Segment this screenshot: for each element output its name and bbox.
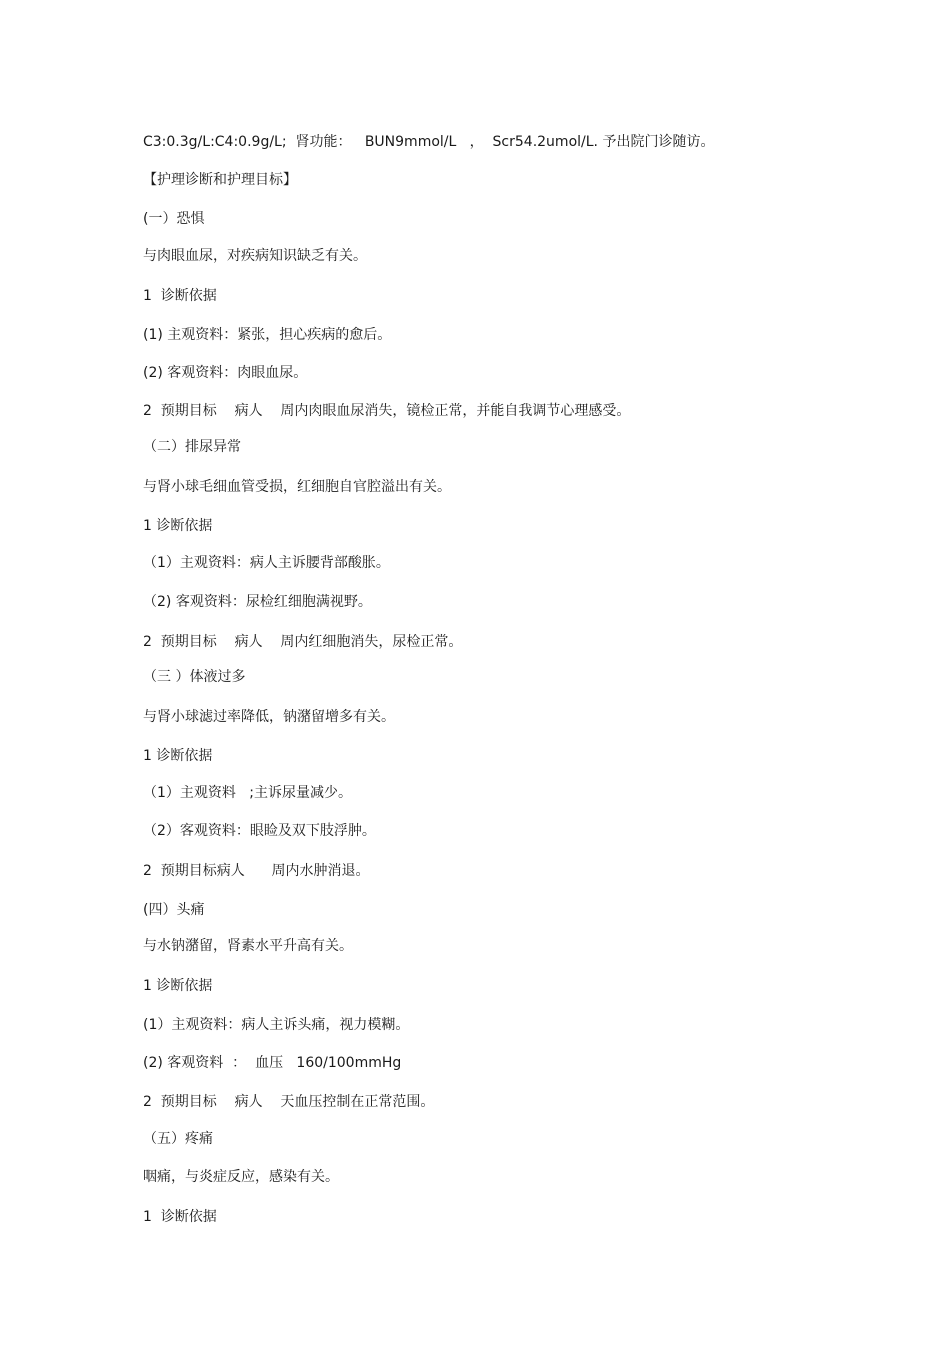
diagnosis-cause: 与水钠潴留，肾素水平升高有关。: [143, 938, 353, 954]
objective-data: （2）客观资料：眼睑及双下肢浮肿。: [143, 823, 376, 839]
basis-heading: 1 诊断依据: [143, 978, 213, 994]
subjective-data: (1) 主观资料：紧张，担心疾病的愈后。: [143, 327, 392, 343]
basis-heading: 1 诊断依据: [143, 1209, 217, 1225]
objective-data: (2) 客观资料：肉眼血尿。: [143, 365, 308, 381]
diagnosis-heading-fluid: （三 ）体液过多: [143, 669, 246, 685]
subjective-data: (1）主观资料：病人主诉头痛，视力模糊。: [143, 1017, 410, 1033]
objective-data: (2) 客观资料 ： 血压 160/100mmHg: [143, 1055, 402, 1071]
diagnosis-heading-fear: (一）恐惧: [143, 211, 205, 227]
lab-results-line: C3:0.3g/L:C4:0.9g/L; 肾功能： BUN9mmol/L ， Scr54.2umol/L. 予出院门诊随访。: [143, 134, 715, 150]
expected-goal: 2 预期目标 病人 天血压控制在正常范围。: [143, 1094, 435, 1110]
diagnosis-heading-headache: (四）头痛: [143, 902, 205, 918]
expected-goal: 2 预期目标病人 周内水肿消退。: [143, 863, 370, 879]
expected-goal: 2 预期目标 病人 周内红细胞消失，尿检正常。: [143, 634, 463, 650]
expected-goal: 2 预期目标 病人 周内肉眼血尿消失，镜检正常，并能自我调节心理感受。: [143, 403, 631, 419]
diagnosis-heading-pain: （五）疼痛: [143, 1131, 213, 1147]
subjective-data: （1）主观资料 ;主诉尿量减少。: [143, 785, 352, 801]
diagnosis-heading-urination: （二）排尿异常: [143, 439, 241, 455]
diagnosis-cause: 咽痛，与炎症反应，感染有关。: [143, 1169, 339, 1185]
diagnosis-cause: 与肾小球滤过率降低，钠潴留增多有关。: [143, 709, 395, 725]
section-heading: 【护理诊断和护理目标】: [143, 172, 297, 188]
diagnosis-cause: 与肉眼血尿，对疾病知识缺乏有关。: [143, 248, 367, 264]
objective-data: （2) 客观资料：尿检红细胞满视野。: [143, 594, 372, 610]
basis-heading: 1 诊断依据: [143, 288, 217, 304]
basis-heading: 1 诊断依据: [143, 518, 213, 534]
subjective-data: （1）主观资料：病人主诉腰背部酸胀。: [143, 555, 390, 571]
diagnosis-cause: 与肾小球毛细血管受损，红细胞自官腔溢出有关。: [143, 479, 451, 495]
basis-heading: 1 诊断依据: [143, 748, 213, 764]
